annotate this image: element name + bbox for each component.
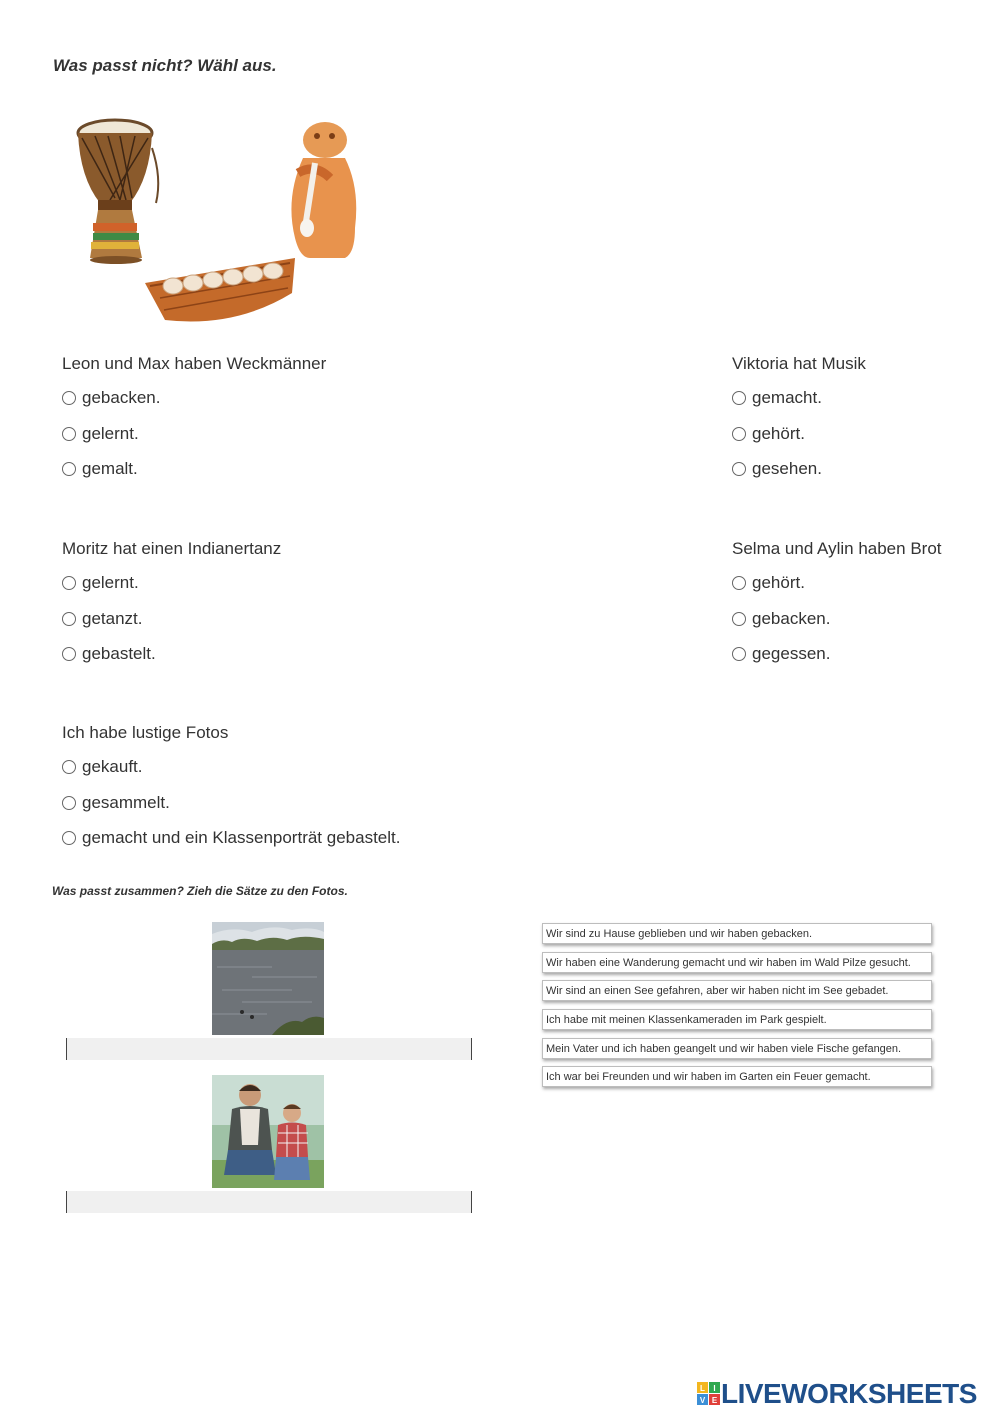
answer-option[interactable] — [732, 423, 866, 445]
radio-button[interactable] — [732, 391, 746, 405]
svg-text:L: L — [700, 1384, 705, 1393]
radio-button[interactable] — [62, 647, 76, 661]
draggable-sentence[interactable]: Wir sind zu Hause geblieben und wir haben gebacken. — [542, 923, 932, 944]
radio-button[interactable] — [62, 427, 76, 441]
lake-photo — [212, 922, 324, 1035]
draggable-sentence[interactable]: Ich war bei Freunden und wir haben im Garten ein Feuer gemacht. — [542, 1066, 932, 1087]
question-text: Moritz hat einen Indianertanz — [62, 539, 282, 558]
draggable-sentence[interactable]: Mein Vater und ich haben geangelt und wir haben viele Fische gefangen. — [542, 1038, 932, 1059]
draggable-sentence[interactable]: Wir haben eine Wanderung gemacht und wir haben im Wald Pilze gesucht. — [542, 952, 932, 973]
svg-text:V: V — [699, 1396, 706, 1405]
illustration — [60, 108, 370, 343]
radio-button[interactable] — [732, 576, 746, 590]
answer-option[interactable] — [62, 458, 326, 480]
answer-option[interactable] — [62, 792, 400, 814]
section2-title: Was passt zusammen? Zieh die Sätze zu den Fotos. — [52, 884, 348, 898]
question-1 — [62, 353, 326, 494]
option-label: gebacken. — [82, 388, 161, 407]
logo-text: LIVEWORKSHEETS — [721, 1378, 977, 1409]
question-2 — [732, 353, 866, 494]
question-text: Leon und Max haben Weckmänner — [62, 354, 327, 373]
answer-option[interactable] — [62, 756, 400, 778]
draggable-sentence[interactable]: Ich habe mit meinen Klassenkameraden im Park gespielt. — [542, 1009, 932, 1030]
question-text: Selma und Aylin haben Brot — [732, 539, 942, 558]
answer-option[interactable] — [732, 458, 866, 480]
option-label: gehört. — [752, 573, 805, 592]
option-label: gemacht und ein Klassenporträt gebastelt. — [82, 828, 401, 847]
answer-option[interactable] — [62, 572, 281, 594]
answer-option[interactable] — [62, 827, 400, 849]
radio-button[interactable] — [732, 612, 746, 626]
section1-title: Was passt nicht? Wähl aus. — [53, 56, 277, 75]
radio-button[interactable] — [62, 760, 76, 774]
answer-option[interactable] — [732, 608, 942, 630]
question-3 — [62, 538, 281, 679]
answer-option[interactable] — [732, 387, 866, 409]
answer-option[interactable] — [732, 572, 942, 594]
father-son-photo — [212, 1075, 324, 1188]
option-label: gelernt. — [82, 423, 139, 443]
option-label: gelernt. — [82, 573, 139, 592]
logo-badge-icon — [697, 1382, 721, 1406]
drop-zone-2[interactable] — [66, 1191, 472, 1213]
question-5 — [62, 722, 400, 863]
drum-icon — [78, 120, 158, 264]
option-label: gemacht. — [752, 388, 822, 407]
question-4 — [732, 538, 942, 679]
option-label: gebacken. — [752, 608, 831, 628]
option-label: gemalt. — [82, 459, 138, 478]
answer-option[interactable] — [62, 423, 326, 445]
option-label: gesammelt. — [82, 792, 170, 812]
radio-button[interactable] — [62, 391, 76, 405]
radio-button[interactable] — [732, 462, 746, 476]
option-label: gegessen. — [752, 644, 831, 663]
option-label: gekauft. — [82, 757, 143, 776]
draggable-sentence[interactable]: Wir sind an einen See gefahren, aber wir haben nicht im See gebadet. — [542, 980, 932, 1001]
radio-button[interactable] — [732, 647, 746, 661]
answer-option[interactable] — [732, 643, 942, 665]
radio-button[interactable] — [62, 576, 76, 590]
question-text: Ich habe lustige Fotos — [62, 723, 229, 742]
bread-rolls-basket-icon — [145, 258, 295, 321]
radio-button[interactable] — [62, 462, 76, 476]
option-label: gesehen. — [752, 459, 822, 478]
radio-button[interactable] — [62, 796, 76, 810]
answer-option[interactable] — [62, 643, 281, 665]
option-label: gehört. — [752, 423, 805, 443]
radio-button[interactable] — [62, 831, 76, 845]
answer-option[interactable] — [62, 387, 326, 409]
svg-text:I: I — [713, 1384, 716, 1393]
drop-zone-1[interactable] — [66, 1038, 472, 1060]
option-label: getanzt. — [82, 608, 143, 628]
liveworksheets-logo[interactable] — [697, 1378, 977, 1410]
answer-option[interactable] — [62, 608, 281, 630]
question-text: Viktoria hat Musik — [732, 354, 866, 373]
option-label: gebastelt. — [82, 644, 156, 663]
weckmann-pastry-icon — [291, 122, 356, 258]
svg-text:E: E — [711, 1396, 718, 1405]
radio-button[interactable] — [62, 612, 76, 626]
radio-button[interactable] — [732, 427, 746, 441]
